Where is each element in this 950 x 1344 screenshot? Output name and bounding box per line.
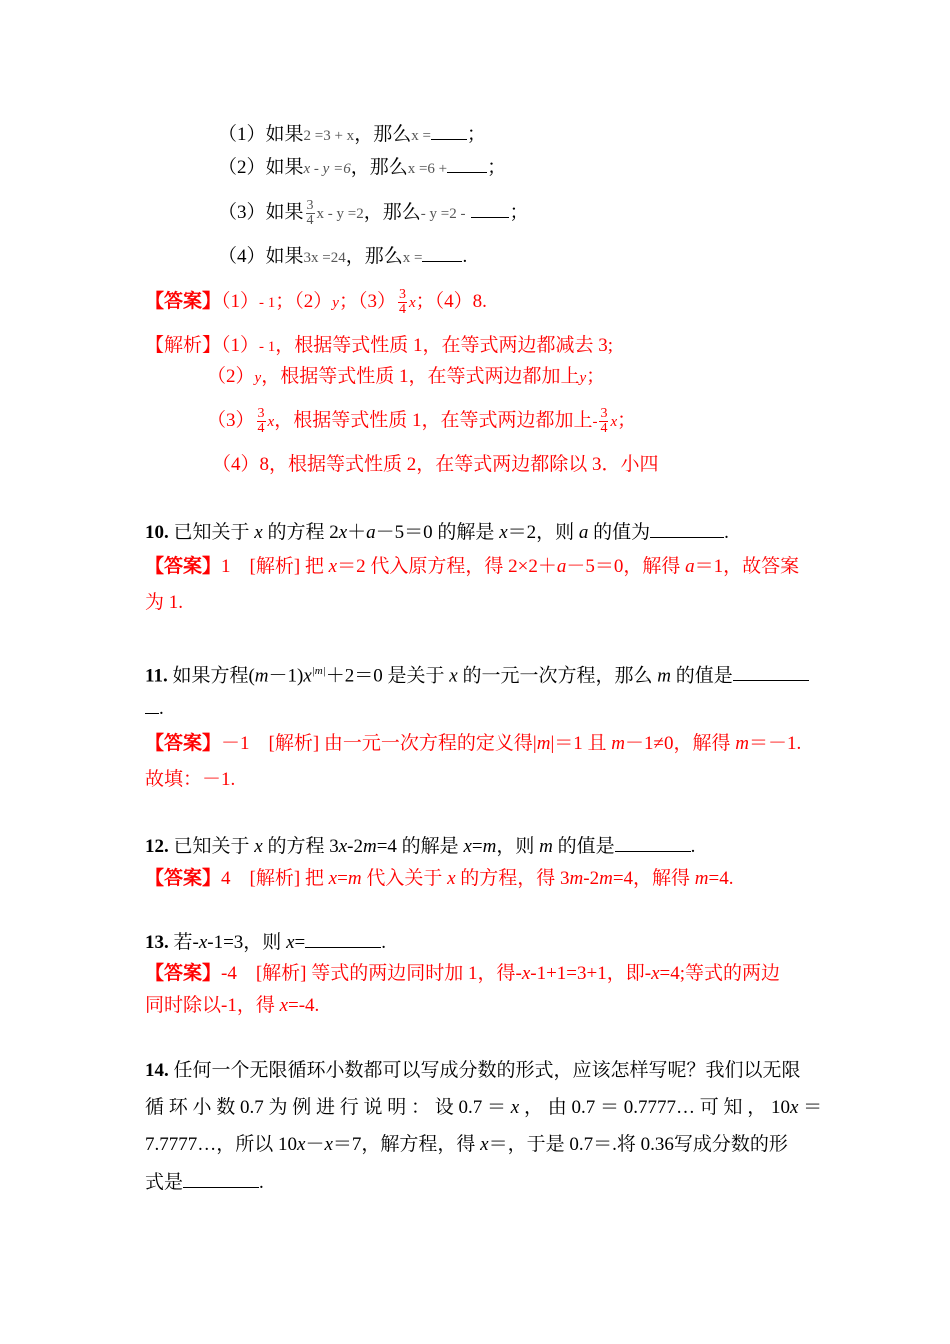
q12-ans2: = [337, 868, 348, 889]
q12-ans-var-x1: x [328, 868, 338, 889]
q9-sub3-lhs: - y =2 - [420, 206, 466, 222]
q14-l4: 式是 [145, 1172, 184, 1193]
q10-t5: ＝2，则 [507, 522, 579, 543]
q14-end: . [259, 1172, 264, 1193]
q10-ans-var-a2: a [685, 556, 695, 577]
q10-ans4: ＝1，故答案 [694, 556, 800, 577]
q14-line4 [145, 1169, 264, 1196]
q9-sub2-end: ； [487, 157, 507, 178]
q9-answer-numerator: 3 [398, 287, 406, 302]
q11-ans-var-m2: m [611, 733, 626, 754]
q9-sub1-expr: 2 =3 + x [303, 128, 355, 144]
q10-ans-var-a1: a [556, 556, 567, 577]
q11-blank-cont[interactable] [145, 695, 159, 714]
q13-question [145, 929, 386, 956]
q9-analysis-l3-val2: x [610, 413, 618, 430]
q9-answer-value1: - 1 [259, 294, 276, 311]
q12-t7: 的值是 [552, 836, 615, 857]
q13-ans5: =-4. [288, 995, 320, 1016]
q11-ans4: ＝－1. [748, 733, 802, 754]
answer-tag: 【答案】 [145, 556, 222, 577]
q11-ans2: |＝1 且 [550, 733, 612, 754]
q11-var-x2: x [449, 665, 458, 687]
q9-analysis-l3-denominator2: 4 [600, 421, 608, 436]
q9-sub3-numerator: 3 [306, 198, 314, 214]
q9-sub1-end: ； [466, 124, 486, 145]
q9-sub3-blank[interactable] [471, 199, 509, 218]
q13-ans2: -1+1=3+1，即- [530, 963, 652, 984]
q9-sub4-blank[interactable] [422, 243, 462, 262]
q14-l2-var-x2: x [789, 1097, 799, 1118]
q11-blank[interactable] [733, 662, 809, 681]
q12-var-x2: x [338, 836, 348, 857]
q12-ans-var-m2: m [569, 868, 584, 889]
q12-ans6: =4，解得 [612, 868, 695, 889]
q9-analysis-l3-pre: （3） [207, 409, 255, 431]
q9-sub3-fraction [306, 199, 315, 228]
q9-analysis-l3-denominator: 4 [257, 421, 265, 436]
q11-exponent: |m| [311, 665, 326, 677]
q11-t2: －1) [268, 665, 304, 687]
q9-sub1-lhs: x = [411, 128, 431, 144]
q14-l2c: ＝ [798, 1097, 823, 1118]
q9-sub4-expr: 3x =24 [303, 250, 346, 266]
q9-answer-sep1: ；（2） [275, 290, 333, 312]
q10-end: . [724, 522, 729, 543]
q9-sub1 [218, 121, 486, 149]
answer-tag: 【答案】 [145, 733, 222, 754]
q12-t5: = [471, 836, 483, 857]
q13-ans1: -4 [解析] 等式的两边同时加 1，得- [221, 963, 522, 984]
q12-t6: ，则 [496, 836, 540, 857]
q14-line2 [145, 1095, 822, 1121]
q12-ans-var-x2: x [447, 868, 456, 889]
q14-l3-var-x2: x [324, 1134, 333, 1155]
q12-answer [145, 866, 734, 892]
q12-var-m2: m [482, 836, 497, 857]
q12-t1: 已知关于 [168, 836, 255, 857]
q13-ans3: =4;等式的两边 [659, 963, 781, 984]
q9-analysis-l1-val: - 1 [259, 339, 276, 355]
q9-sub3-expr: x - y =2 [316, 206, 364, 222]
q9-sub1-label: （1）如果 [218, 124, 304, 145]
question-number: 10. [145, 522, 169, 543]
q12-ans-var-m4: m [694, 868, 709, 889]
q14-l3c: ＝7，解方程，得 [332, 1134, 481, 1155]
q9-analysis-l3-fraction2 [599, 407, 608, 436]
q12-t4: =4 的解是 [376, 836, 464, 857]
q9-sub4-end: . [462, 246, 468, 267]
question-number: 14. [145, 1060, 169, 1081]
q9-sub1-mid: ，那么 [354, 124, 412, 145]
q14-l2-var-x: x [510, 1097, 520, 1118]
q10-answer [145, 554, 799, 580]
q13-ans-var-x2: x [651, 963, 660, 984]
q10-t1: 已知关于 [168, 522, 255, 543]
q11-question-cont [145, 695, 164, 722]
q9-analysis-l3-end: ； [617, 409, 637, 431]
q9-sub2-expr: x - y =6 [303, 161, 351, 177]
q9-analysis-l2-text: ，根据等式性质 1，在等式两边都加上 [261, 366, 580, 387]
q9-sub2 [218, 154, 506, 182]
q14-l3a: 7.7777…，所以 10 [145, 1134, 298, 1155]
question-number: 13. [145, 932, 169, 953]
q14-l2a: 循 环 小 数 0.7 为 例 进 行 说 明 ： 设 0.7 ＝ [145, 1097, 511, 1118]
q9-analysis-line2 [207, 364, 605, 391]
q12-ans3: 代入关于 [361, 868, 448, 889]
q10-blank[interactable] [650, 519, 724, 538]
answer-tag: 【答案】 [145, 868, 222, 889]
q10-var-x1: x [254, 522, 263, 543]
q9-sub2-blank[interactable] [447, 154, 487, 173]
q10-ans1: 1 [解析] 把 [221, 556, 329, 577]
q11-answer-cont [145, 767, 235, 793]
q9-sub3 [218, 199, 528, 228]
q9-sub3-label: （3）如果 [218, 202, 304, 223]
q9-answer-sep3: ；（4）8. [415, 290, 487, 312]
analysis-tag: 【解析】 [145, 335, 222, 356]
q11-var-m2: m [657, 665, 671, 687]
q9-analysis-line4 [212, 452, 659, 478]
q9-answer-denominator: 4 [398, 302, 406, 317]
q11-t1: 如果方程( [167, 665, 255, 687]
q10-t3: ＋ [347, 522, 367, 543]
q12-t3: -2 [347, 836, 363, 857]
q13-t3: = [294, 932, 306, 953]
q13-ans4: 同时除以-1，得 [145, 995, 280, 1016]
q11-var-x1: x [303, 665, 312, 687]
q10-ans3: －5＝0，解得 [566, 556, 686, 577]
q12-ans5: -2 [583, 868, 600, 889]
q9-analysis-l2-val2: y [579, 370, 587, 386]
answer-tag: 【答案】 [145, 290, 222, 312]
q12-blank[interactable] [615, 833, 691, 852]
q10-answer-cont [145, 590, 183, 616]
q9-analysis-l3-numerator: 3 [257, 406, 265, 421]
q9-sub3-mid: ，那么 [363, 202, 421, 223]
q9-answer-value2: y [332, 294, 339, 311]
q9-sub4 [218, 243, 467, 271]
q12-var-x1: x [254, 836, 263, 857]
question-number: 12. [145, 836, 169, 857]
q9-sub4-mid: ，那么 [345, 246, 403, 267]
q9-analysis-l4: （4）8，根据等式性质 2，在等式两边都除以 3．小四 [212, 454, 659, 475]
q12-end: . [690, 836, 696, 857]
q13-t2: -1=3，则 [207, 932, 287, 953]
q12-t2: 的方程 3 [262, 836, 339, 857]
q9-analysis-line3 [207, 407, 636, 436]
q13-var-x2: x [286, 932, 295, 953]
q9-sub3-end: ； [509, 202, 529, 223]
q11-t4: 的一元一次方程，那么 [457, 665, 658, 687]
q9-analysis-l3-numerator2: 3 [600, 406, 608, 421]
q10-ans-var-x1: x [328, 556, 338, 577]
q9-analysis-l2-end: ； [586, 366, 606, 387]
q11-t3: ＋2＝0 是关于 [325, 665, 450, 687]
q9-analysis-line1 [145, 333, 613, 360]
q10-question [145, 519, 729, 546]
q14-l3-var-x1: x [297, 1134, 306, 1155]
q11-ans1: －1 [解析] 由一元一次方程的定义得| [221, 733, 537, 754]
q11-answer [145, 731, 801, 757]
q12-var-m1: m [362, 836, 377, 857]
q12-ans7: =4. [708, 868, 734, 889]
q10-var-a2: a [578, 522, 589, 543]
q11-ans-var-m1: m [536, 733, 551, 754]
q11-question [145, 658, 809, 689]
q9-answer-fraction [398, 288, 407, 317]
q14-blank[interactable] [183, 1169, 259, 1188]
q11-t5: 的值是 [670, 665, 733, 687]
q12-ans4: 的方程，得 3 [455, 868, 570, 889]
q14-l3-var-x3: x [480, 1134, 489, 1155]
q9-answer [145, 288, 487, 317]
q9-analysis-l3-neg: - [592, 413, 598, 430]
q9-analysis-l2-pre: （2） [207, 366, 255, 387]
q9-sub1-blank[interactable] [431, 121, 467, 140]
q13-var-x1: x [198, 932, 208, 953]
q14-l3b: － [305, 1134, 325, 1155]
q14-line3 [145, 1132, 788, 1158]
q11-end: . [159, 698, 164, 719]
q13-ans-var-x3: x [279, 995, 289, 1016]
q10-ans2: ＝2 代入原方程，得 2×2＋ [337, 556, 557, 577]
q9-answer-sep2: ；（3） [338, 290, 396, 312]
q13-answer [145, 961, 780, 987]
q9-analysis-l2-val: y [254, 370, 262, 386]
q9-analysis-l1-text: ，根据等式性质 1，在等式两边都减去 3; [275, 335, 614, 356]
q12-question [145, 833, 695, 860]
q9-sub4-lhs: x = [402, 250, 423, 266]
q12-ans-var-m3: m [599, 868, 613, 889]
q10-var-x2: x [338, 522, 348, 543]
q10-var-x3: x [499, 522, 508, 543]
q12-var-m3: m [539, 836, 553, 857]
q13-end: . [381, 932, 386, 953]
q12-ans1: 4 [解析] 把 [221, 868, 329, 889]
q14-l2b: ， 由 0.7 ＝ 0.7777… 可 知 ， 10 [519, 1097, 790, 1118]
q9-analysis-l3-fraction [257, 407, 266, 436]
q13-ans-var-x1: x [521, 963, 531, 984]
q9-answer-part1: （1） [221, 290, 260, 312]
q11-ans5: 故填：－1. [145, 769, 236, 790]
q13-answer-cont [145, 993, 319, 1019]
q9-sub2-lhs: x =6 + [407, 161, 448, 177]
q9-sub4-label: （4）如果 [218, 246, 304, 267]
q10-t6: 的值为 [588, 522, 651, 543]
q9-analysis-l3-val: x [267, 413, 275, 430]
q14-l1: 任何一个无限循环小数都可以写成分数的形式，应该怎样写呢？我们以无限 [168, 1060, 801, 1081]
q12-ans-var-m1: m [347, 868, 362, 889]
q9-analysis-l3-text: ，根据等式性质 1，在等式两边都加上 [274, 409, 593, 431]
q10-t2: 的方程 2 [262, 522, 339, 543]
q11-ans3: －1≠0，解得 [625, 733, 736, 754]
q11-ans-var-m3: m [735, 733, 749, 754]
q10-var-a1: a [366, 522, 376, 543]
q10-t4: －5＝0 的解是 [375, 522, 500, 543]
q9-sub2-label: （2）如果 [218, 157, 304, 178]
answer-tag: 【答案】 [145, 963, 222, 984]
q13-t1: 若- [168, 932, 199, 953]
q9-analysis-l1-pre: （1） [221, 335, 260, 356]
q12-var-x3: x [463, 836, 472, 857]
q10-ans5: 为 1. [145, 592, 184, 613]
q13-blank[interactable] [305, 929, 381, 948]
q9-answer-value3: x [408, 294, 416, 311]
q9-sub3-denominator: 4 [306, 213, 314, 229]
q11-var-m1: m [254, 665, 269, 687]
question-number: 11. [145, 665, 168, 687]
q14-l3d: ＝，于是 0.7＝.将 0.36写成分数的形 [488, 1134, 788, 1155]
q9-sub2-mid: ，那么 [350, 157, 408, 178]
q14-line1 [145, 1058, 801, 1084]
